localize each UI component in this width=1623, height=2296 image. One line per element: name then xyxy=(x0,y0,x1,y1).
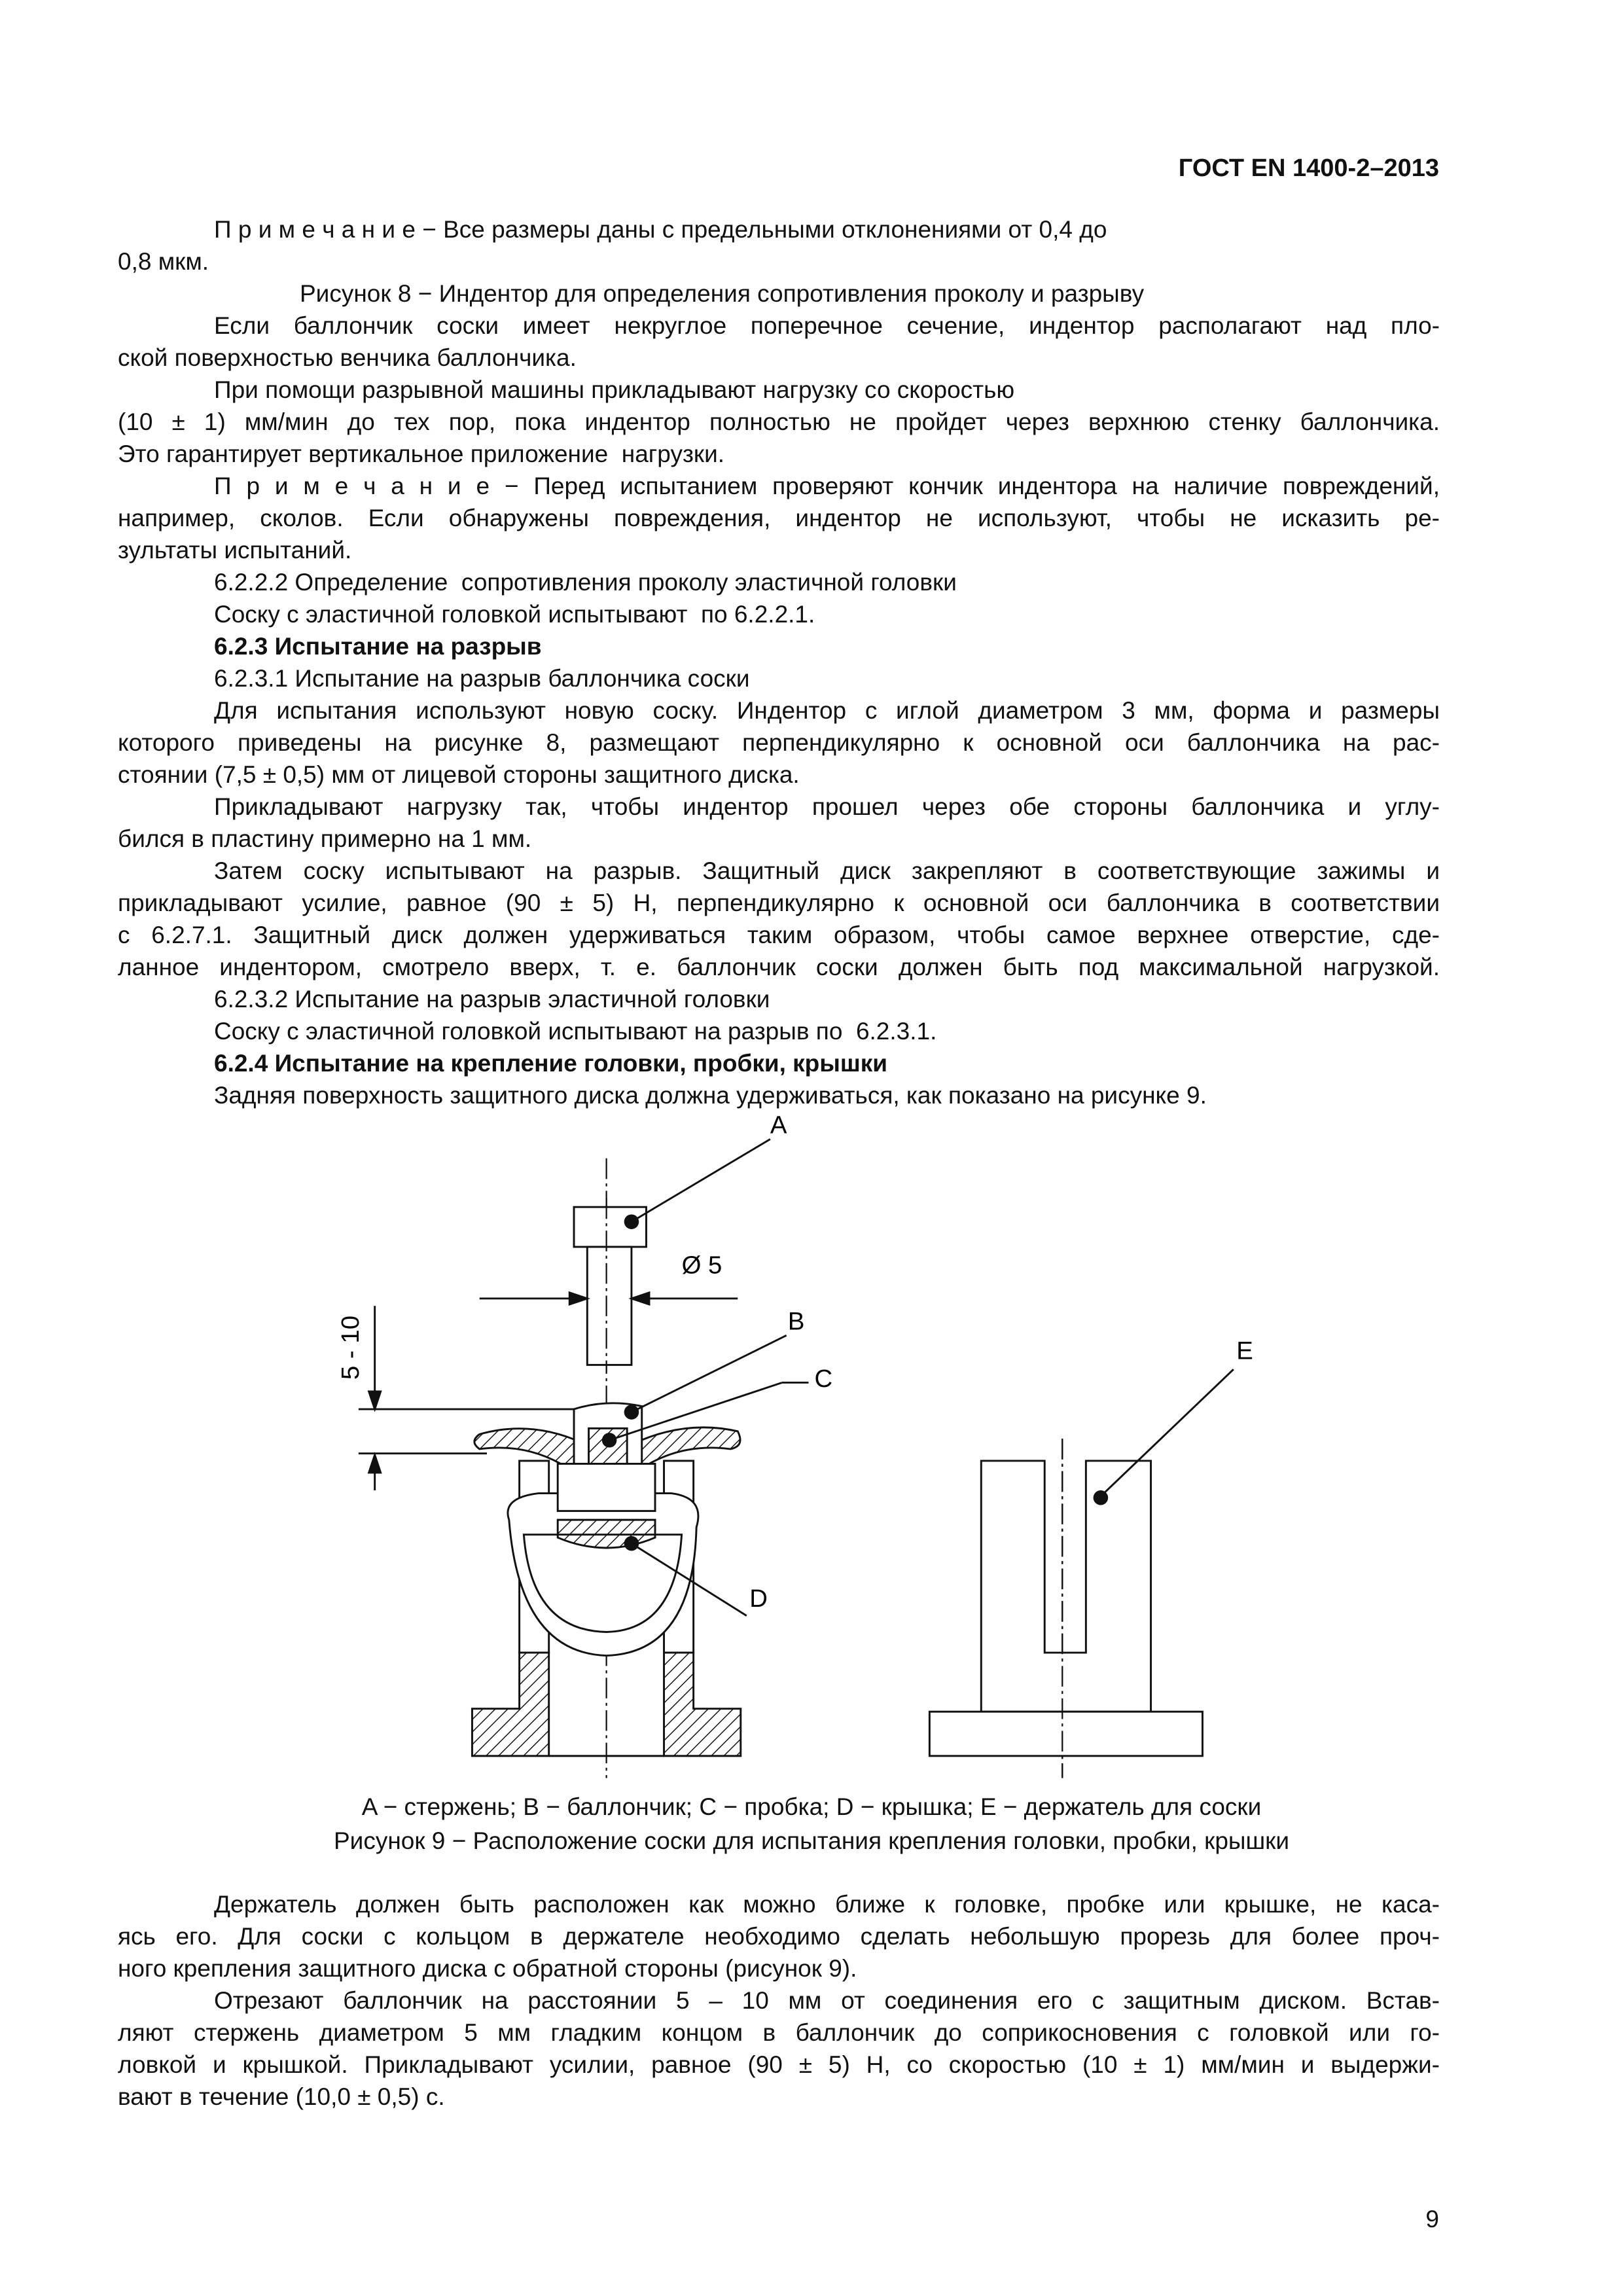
text-line: 6.2.3.2 Испытание на разрыв эластичной головки xyxy=(214,986,770,1013)
text-block-bottom xyxy=(118,1888,1440,2117)
text-line: которого приведены на рисунке 8, размещают перпендикулярно к основной оси баллончика на рас- xyxy=(118,729,1440,756)
section-heading: 6.2.3 Испытание на разрыв xyxy=(214,633,542,660)
text-line: Для испытания используют новую соску. Индентор с иглой диаметром 3 мм, форма и размеры xyxy=(214,697,1440,724)
label-distance: 5 - 10 xyxy=(336,1315,365,1380)
text-line: П р и м е ч а н и е − Перед испытанием проверяют кончик индентора на наличие повреждений, xyxy=(214,473,1440,499)
text-line: 0,8 мкм. xyxy=(118,248,209,275)
text-line: ловкой и крышкой. Прикладывают усилии, равное (90 ± 5) Н, со скоростью (10 ± 1) мм/мин и выдержи- xyxy=(118,2051,1440,2078)
text-line: например, сколов. Если обнаружены повреждения, индентор не используют, чтобы не исказить ре- xyxy=(118,505,1440,531)
text-line: П р и м е ч а н и е − Все размеры даны с предельными отклонениями от 0,4 до xyxy=(214,216,1107,243)
label-a: A xyxy=(770,1111,787,1139)
marker-a xyxy=(624,1214,639,1229)
marker-b xyxy=(624,1405,639,1420)
label-c: C xyxy=(814,1365,833,1393)
text-line: с 6.2.7.1. Защитный диск должен удерживаться таким образом, чтобы самое верхнее отверстие, сде- xyxy=(118,922,1440,948)
text-line: При помощи разрывной машины прикладывают нагрузку со скоростью xyxy=(214,376,1015,403)
label-e: E xyxy=(1236,1336,1253,1365)
figure-caption: Рисунок 9 − Расположение соски для испытания крепления головки, пробки, крышки xyxy=(333,1827,1290,1854)
figure-legend: A − стержень; B − баллончик; C − пробка; D − крышка; E − держатель для соски xyxy=(361,1793,1262,1820)
cap xyxy=(558,1520,655,1548)
text-line: стоянии (7,5 ± 0,5) мм от лицевой стороны защитного диска. xyxy=(118,761,800,788)
text-line: вают в течение (10,0 ± 0,5) с. xyxy=(118,2083,445,2110)
page-number: 9 xyxy=(1425,2206,1439,2233)
text-line: прикладывают усилие, равное (90 ± 5) Н, перпендикулярно к основной оси баллончика в соответствии xyxy=(118,889,1440,916)
text-line: бился в пластину примерно на 1 мм. xyxy=(118,825,532,852)
text-line: Соску с эластичной головкой испытывают по 6.2.2.1. xyxy=(214,601,815,628)
text-line: Рисунок 8 − Индентор для определения сопротивления проколу и разрыву xyxy=(300,280,1145,307)
text-line: Это гарантирует вертикальное приложение нагрузки. xyxy=(118,440,725,467)
text-line: Прикладывают нагрузку так, чтобы индентор прошел через обе стороны баллончика и углу- xyxy=(214,793,1440,820)
label-b: B xyxy=(787,1307,805,1336)
section-heading: 6.2.4 Испытание на крепление головки, пробки, крышки xyxy=(214,1050,887,1077)
text-line: ской поверхностью венчика баллончика. xyxy=(118,344,577,371)
document-code-header: ГОСТ EN 1400-2–2013 xyxy=(1178,154,1439,182)
text-line: Задняя поверхность защитного диска должна удерживаться, как показано на рисунке 9. xyxy=(214,1082,1207,1109)
text-line: Держатель должен быть расположен как можно ближе к головке, пробке или крышке, не каса- xyxy=(214,1891,1440,1918)
text-line: ясь его. Для соски с кольцом в держателе необходимо сделать небольшую прорезь для более проч- xyxy=(118,1923,1440,1950)
marker-d xyxy=(624,1536,639,1551)
teat-holder xyxy=(929,1439,1202,1778)
text-line: Затем соску испытывают на разрыв. Защитный диск закрепляют в соответствующие зажимы и xyxy=(214,857,1440,884)
text-line: Соску с эластичной головкой испытывают на разрыв по 6.2.3.1. xyxy=(214,1018,937,1045)
marker-c xyxy=(602,1433,617,1448)
text-line: 6.2.2.2 Определение сопротивления проколу эластичной головки xyxy=(214,569,957,596)
text-line: ного крепления защитного диска с обратной стороны (рисунок 9). xyxy=(118,1955,857,1982)
text-line: (10 ± 1) мм/мин до тех пор, пока индентор полностью не пройдет через верхнюю стенку баллончика. xyxy=(118,408,1440,435)
label-d: D xyxy=(749,1585,768,1613)
text-line: ланное индентором, смотрело вверх, т. е. баллончик соски должен быть под максимальной нагрузкой. xyxy=(118,954,1440,980)
text-line: 6.2.3.1 Испытание на разрыв баллончика соски xyxy=(214,665,750,692)
text-line: зультаты испытаний. xyxy=(118,537,352,564)
marker-e xyxy=(1094,1490,1109,1505)
label-diameter: Ø 5 xyxy=(681,1251,722,1280)
text-line: Если баллончик соски имеет некруглое поперечное сечение, индентор располагают над пло- xyxy=(214,312,1440,339)
text-line: ляют стержень диаметром 5 мм гладким концом в баллончик до соприкосновения с головкой или го- xyxy=(118,2019,1440,2046)
text-line: Отрезают баллончик на расстоянии 5 – 10 мм от соединения его с защитным диском. Встав- xyxy=(214,1987,1440,2014)
